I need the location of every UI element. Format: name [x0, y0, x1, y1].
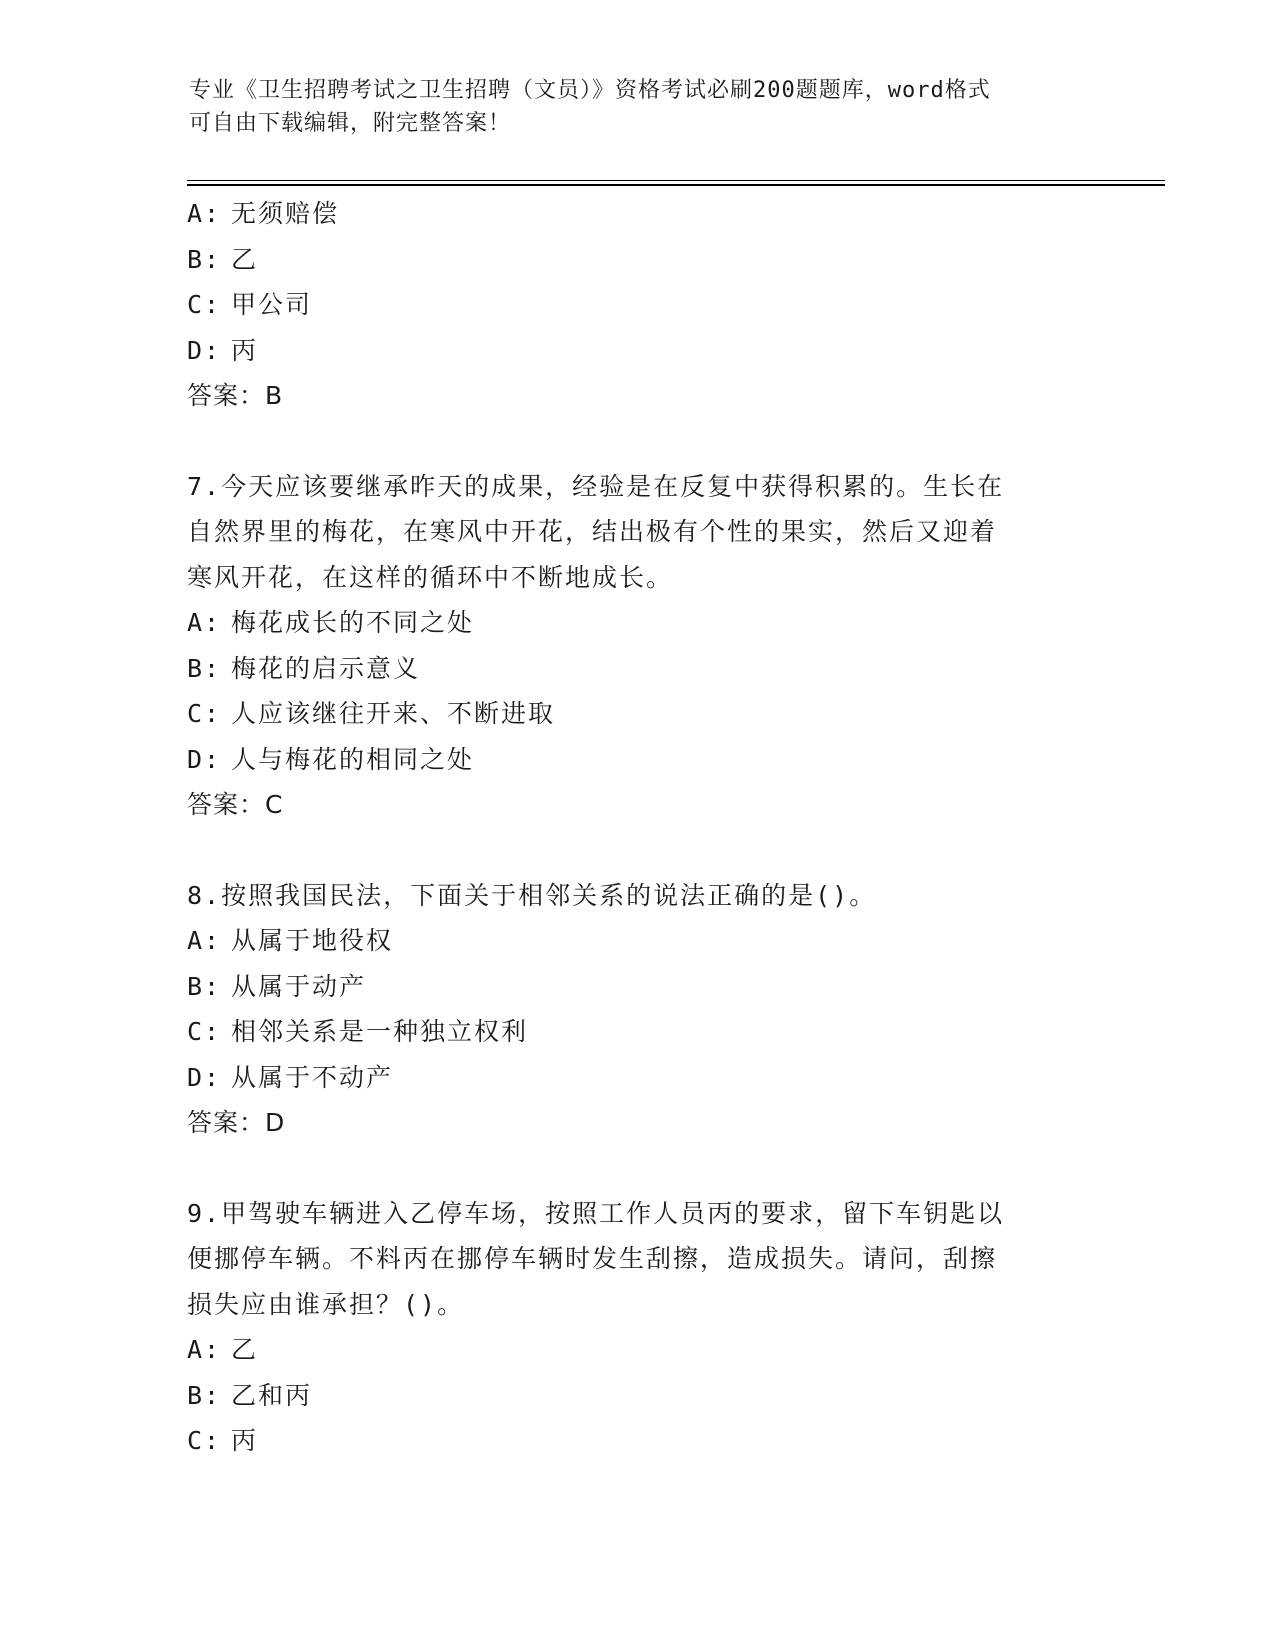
option-d: D: 人与梅花的相同之处 [187, 744, 475, 774]
header-rule-thick [187, 184, 1165, 186]
option-c: C: 相邻关系是一种独立权利 [187, 1017, 529, 1046]
option-d: D: 从属于不动产 [187, 1062, 394, 1092]
option-c: C: 人应该继往开来、不断进取 [187, 699, 556, 728]
option-a: A: 乙 [187, 1335, 259, 1364]
document-header [189, 74, 1069, 140]
option-d: D: 丙 [187, 335, 259, 365]
question-7 [187, 464, 1067, 828]
option-a: A: 梅花成长的不同之处 [187, 608, 475, 637]
option-b: B: 乙和丙 [187, 1380, 313, 1410]
question-8 [187, 873, 1067, 1146]
question-stem-line: 8.按照我国民法，下面关于相邻关系的说法正确的是()。 [187, 880, 877, 910]
option-a: A: 无须赔偿 [187, 199, 340, 228]
header-line-2: 可自由下载编辑，附完整答案！ [189, 111, 512, 136]
answer: 答案：C [187, 790, 284, 819]
question-stem-line: 损失应由谁承担？()。 [187, 1289, 465, 1319]
question-content [187, 191, 1067, 1464]
question-stem-line: 7.今天应该要继承昨天的成果，经验是在反复中获得积累的。生长在 [187, 471, 1005, 501]
option-b: B: 梅花的启示意义 [187, 653, 421, 683]
answer: 答案：B [187, 381, 284, 410]
question-stem-line: 9.甲驾驶车辆进入乙停车场，按照工作人员丙的要求，留下车钥匙以 [187, 1198, 1005, 1228]
question-stem-line: 自然界里的梅花，在寒风中开花，结出极有个性的果实，然后又迎着 [187, 517, 998, 546]
option-b: B: 乙 [187, 244, 259, 274]
question-stem-line: 寒风开花，在这样的循环中不断地成长。 [187, 562, 674, 592]
option-b: B: 从属于动产 [187, 971, 367, 1001]
question-9 [187, 1191, 1067, 1464]
header-rule-thin [187, 180, 1165, 181]
option-c: C: 丙 [187, 1426, 259, 1455]
answer: 答案：D [187, 1108, 286, 1137]
option-c: C: 甲公司 [187, 290, 313, 319]
question-stem-line: 便挪停车辆。不料丙在挪停车辆时发生刮擦，造成损失。请问，刮擦 [187, 1244, 998, 1273]
question-6-options [187, 191, 1067, 419]
option-a: A: 从属于地役权 [187, 926, 394, 955]
header-line-1: 专业《卫生招聘考试之卫生招聘（文员）》资格考试必刷200题题库，word格式 [189, 78, 991, 103]
